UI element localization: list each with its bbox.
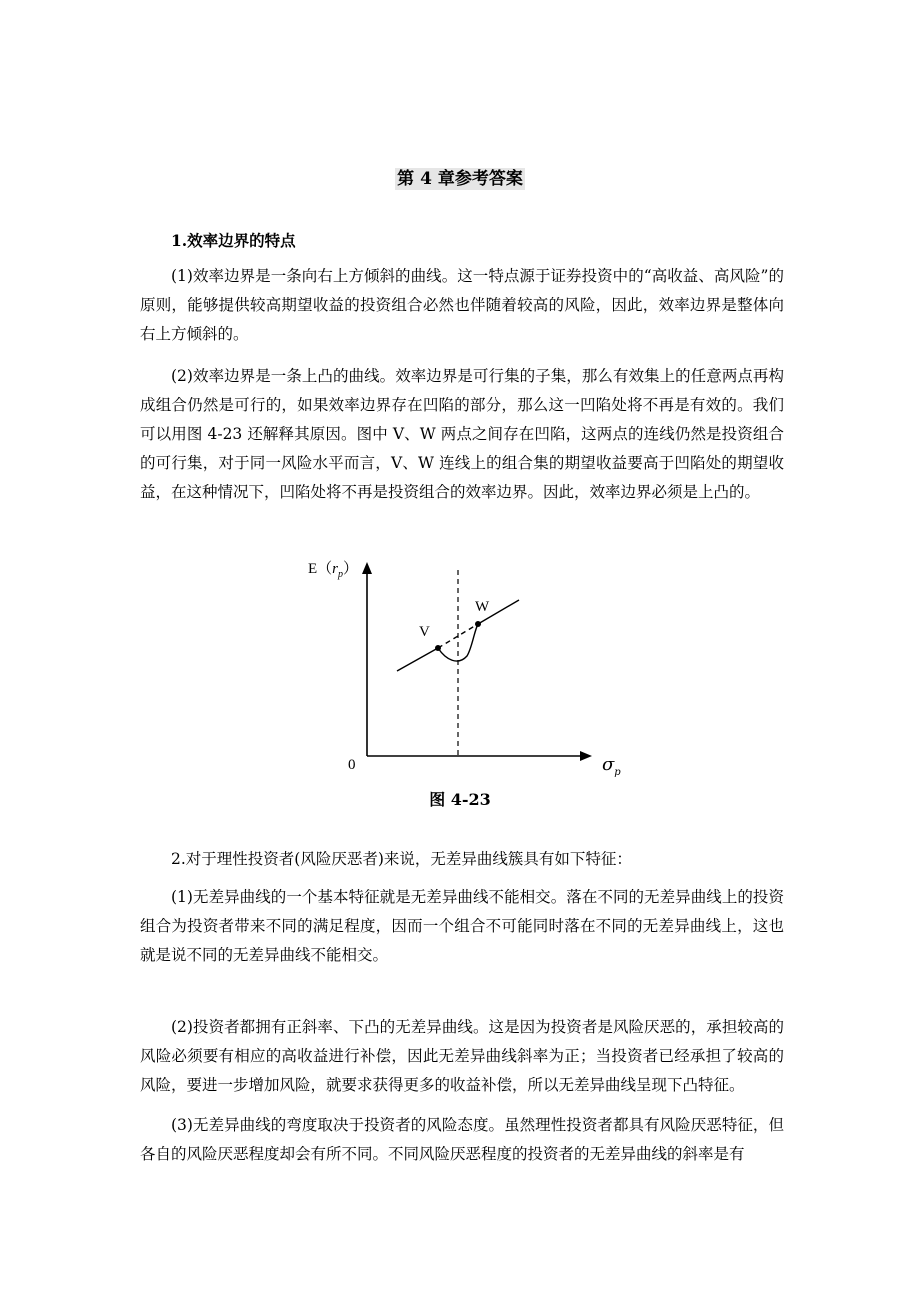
paragraph-2-1: (1)无差异曲线的一个基本特征就是无差异曲线不能相交。落在不同的无差异曲线上的投资组合为投资者带来不同的满足程度，因而一个组合不可能同时落在不同的无差异曲线上，这也就是说不同的无差异曲线不能相交。 (140, 888, 784, 964)
frontier-line-lower (397, 648, 438, 671)
paragraph-2-intro: 2.对于理性投资者(风险厌恶者)来说，无差异曲线簇具有如下特征： (171, 850, 632, 868)
paragraph-2-2: (2)投资者都拥有正斜率、下凸的无差异曲线。这是因为投资者是风险厌恶的，承担较高的风险必须要有相应的高收益进行补偿，因此无差异曲线斜率为正；当投资者已经承担了较高的风险，要进一步增加风险，就要求获得更多的收益补偿，所以无差异曲线呈现下凸特征。 (140, 1018, 784, 1094)
y-axis-arrow (362, 562, 372, 574)
section-heading-efficient-frontier: 1.效率边界的特点 (171, 231, 296, 250)
x-axis-arrow (580, 751, 592, 761)
page-title: 第 4 章参考答案 (397, 169, 523, 189)
origin-label: 0 (348, 757, 356, 773)
paragraph-2-3: (3)无差异曲线的弯度取决于投资者的风险态度。虽然理性投资者都具有风险厌恶特征，但各自的风险厌恶程度却会有所不同。不同风险厌恶程度的投资者的无差异曲线的斜率是有 (140, 1116, 784, 1163)
figure-4-23 (308, 548, 630, 788)
x-axis-label: $\sigma_p$ (602, 754, 621, 778)
y-axis-label: $E(r_p)$ (308, 561, 359, 580)
figure-caption: 图 4-23 (429, 790, 491, 809)
point-v-marker (435, 645, 441, 651)
point-w-label: W (475, 599, 490, 615)
point-w-marker (475, 621, 481, 627)
paragraph-1-2: (2)效率边界是一条上凸的曲线。效率边界是可行集的子集，那么有效集上的任意两点再构成组合仍然是可行的，如果效率边界存在凹陷的部分，那么这一凹陷处将不再是有效的。我们可以用图 4-23 还解释其原因。图中 V、W 两点之间存在凹陷，这两点的连线仍然是投资组合的可行集，对于同一风险水平而言，V、W 连线上的组合集的期望收益要高于凹陷处的期望收益，在这种情况下，凹陷处将不再是投资组合的效率边界。因此，效率边界必须是上凸的。 (140, 367, 784, 501)
point-v-label: V (419, 624, 430, 640)
paragraph-1-1: (1)效率边界是一条向右上方倾斜的曲线。这一特点源于证券投资中的“高收益、高风险”的原则，能够提供较高期望收益的投资组合必然也伴随着较高的风险，因此，效率边界是整体向右上方倾斜的。 (140, 267, 784, 343)
